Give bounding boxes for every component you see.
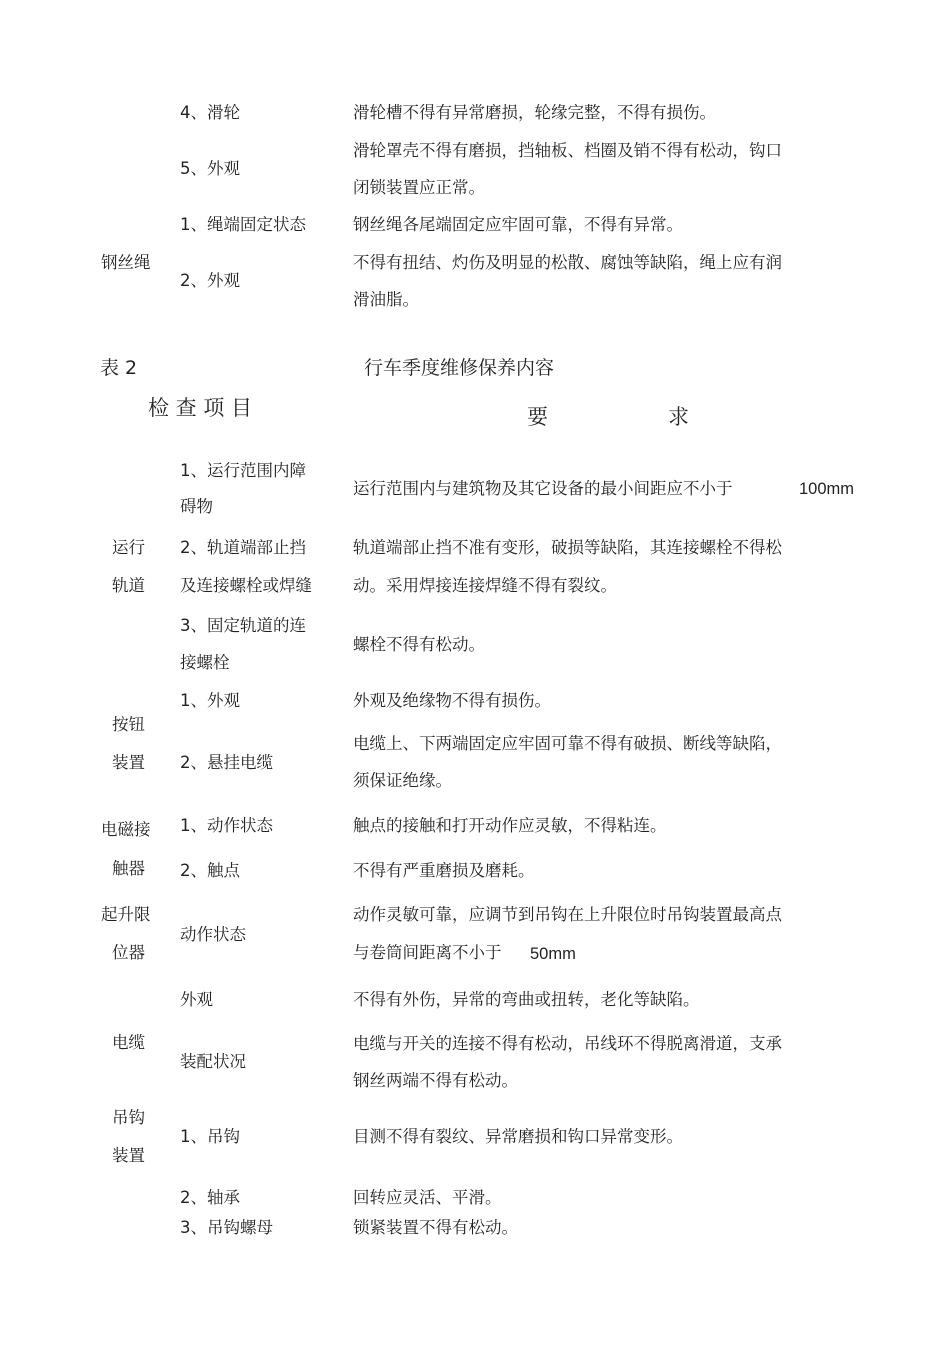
- group-limiter-line2: 位器: [112, 943, 145, 962]
- group-contactor-line2: 触器: [112, 859, 145, 878]
- header-requirement-1: 要: [527, 405, 548, 429]
- table2-title: 行车季度维修保养内容: [364, 357, 555, 379]
- r7-item: 2、触点: [180, 861, 240, 880]
- t1-req-rope-end: 钢丝绳各尾端固定应牢固可靠，不得有异常。: [353, 215, 683, 234]
- r3-item-line2: 接螺栓: [180, 653, 230, 672]
- t1-req-rope-appearance-line1: 不得有扭结、灼伤及明显的松散、腐蚀等缺陷，绳上应有润: [353, 253, 782, 272]
- r1-item-line1: 1、运行范围内障: [180, 461, 306, 480]
- r12-req: 回转应灵活、平滑。: [353, 1188, 502, 1207]
- r13-item: 3、吊钩螺母: [180, 1218, 273, 1237]
- group-button-line2: 装置: [112, 753, 145, 772]
- t1-item-pulley: 4、滑轮: [180, 103, 240, 122]
- r12-item: 2、轴承: [180, 1188, 240, 1207]
- r9-item: 外观: [180, 990, 213, 1009]
- group-contactor-line1: 电磁接: [101, 820, 151, 839]
- r5-req-line2: 须保证绝缘。: [353, 771, 452, 790]
- r1-req: 运行范围内与建筑物及其它设备的最小间距应不小于: [353, 479, 733, 498]
- group-limiter-line1: 起升限: [101, 905, 151, 924]
- r4-item: 1、外观: [180, 691, 240, 710]
- r5-req-line1: 电缆上、下两端固定应牢固可靠不得有破损、断线等缺陷，: [353, 734, 782, 753]
- r6-req: 触点的接触和打开动作应灵敏，不得粘连。: [353, 816, 667, 835]
- header-inspection-item: 检 查 项 目: [148, 396, 253, 420]
- r6-item: 1、动作状态: [180, 816, 273, 835]
- t1-req-rope-appearance-line2: 滑油脂。: [353, 290, 419, 309]
- r4-req: 外观及绝缘物不得有损伤。: [353, 691, 551, 710]
- r2-req-line1: 轨道端部止挡不准有变形，破损等缺陷，其连接螺栓不得松: [353, 538, 782, 557]
- r2-item-line1: 2、轨道端部止挡: [180, 538, 306, 557]
- r7-req: 不得有严重磨损及磨耗。: [353, 861, 535, 880]
- group-cable: 电缆: [112, 1033, 145, 1052]
- r3-item-line1: 3、固定轨道的连: [180, 616, 306, 635]
- r10-item: 装配状况: [180, 1052, 246, 1071]
- t1-item-appearance: 5、外观: [180, 159, 240, 178]
- group-button-line1: 按钮: [112, 715, 145, 734]
- table2-label: 表 2: [100, 357, 138, 379]
- r8-req-value: 50mm: [530, 945, 576, 963]
- r11-item: 1、吊钩: [180, 1127, 240, 1146]
- t1-req-appearance-line2: 闭锁装置应正常。: [353, 178, 485, 197]
- r13-req: 锁紧装置不得有松动。: [353, 1218, 518, 1237]
- r8-req-line1: 动作灵敏可靠，应调节到吊钩在上升限位时吊钩装置最高点: [353, 905, 782, 924]
- t1-group-wire-rope: 钢丝绳: [101, 253, 151, 272]
- header-requirement-2: 求: [668, 405, 689, 429]
- r10-req-line2: 钢丝两端不得有松动。: [353, 1071, 518, 1090]
- group-hook-line1: 吊钩: [112, 1108, 145, 1127]
- r8-req-line2: 与卷筒间距离不小于: [353, 943, 502, 962]
- t1-req-pulley: 滑轮槽不得有异常磨损，轮缘完整，不得有损伤。: [353, 103, 716, 122]
- t1-item-rope-appearance: 2、外观: [180, 271, 240, 290]
- r3-req: 螺栓不得有松动。: [353, 635, 485, 654]
- group-hook-line2: 装置: [112, 1146, 145, 1165]
- r9-req: 不得有外伤，异常的弯曲或扭转，老化等缺陷。: [353, 990, 700, 1009]
- r8-item: 动作状态: [180, 925, 246, 944]
- r5-item: 2、悬挂电缆: [180, 753, 273, 772]
- r11-req: 目测不得有裂纹、异常磨损和钩口异常变形。: [353, 1127, 683, 1146]
- r2-item-line2: 及连接螺栓或焊缝: [180, 576, 312, 595]
- group-rail-line2: 轨道: [112, 576, 145, 595]
- r1-req-value: 100mm: [799, 480, 855, 498]
- r1-item-line2: 碍物: [180, 497, 213, 516]
- r10-req-line1: 电缆与开关的连接不得有松动，吊线环不得脱离滑道，支承: [353, 1034, 782, 1053]
- r2-req-line2: 动。采用焊接连接焊缝不得有裂纹。: [353, 576, 617, 595]
- group-rail-line1: 运行: [112, 538, 145, 557]
- t1-item-rope-end: 1、绳端固定状态: [180, 215, 306, 234]
- t1-req-appearance-line1: 滑轮罩壳不得有磨损，挡轴板、档圈及销不得有松动，钩口: [353, 141, 782, 160]
